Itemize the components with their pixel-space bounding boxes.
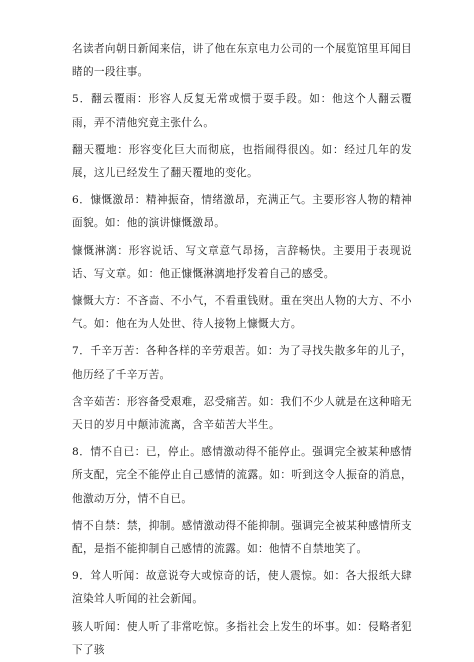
paragraph-intro-continuation: 名读者向朝日新闻来信，讲了他在东京电力公司的一个展览馆里耳闻目睹的一段往事。 — [72, 43, 412, 79]
paragraph-kangkaidafang: 慷慨大方：不吝啬、不小气，不看重钱财。重在突出人物的大方、不小气。如：他在为人处世、待人接物上慷慨大方。 — [72, 295, 412, 331]
paragraph-fantianfudi: 翻天覆地：形容变化巨大而彻底，也指闹得很凶。如：经过几年的发展，这儿已经发生了翻天覆地的变化。 — [72, 143, 412, 180]
paragraph-item-5-fanyunfuyu: 5．翻云覆雨：形容人反复无常或惯于耍手段。如：他这个人翻云覆雨，弄不清他究竟主张什么。 — [72, 93, 412, 129]
paragraph-item-6-kangkaijiang: 6．慷慨激昂：精神振奋，情绪激昂，充满正气。主要形容人物的精神面貌。如：他的演讲慷慨激昂。 — [72, 194, 412, 230]
paragraph-item-8-qingbuziyi: 8．情不自已：已，停止。感情激动得不能停止。强调完全被某种感情所支配，完全不能停止自己感情的流露。如：听到这令人振奋的消息，他激动万分，情不自已。 — [72, 446, 412, 505]
paragraph-item-7-qianxinwanku: 7．千辛万苦：各种各样的辛劳艰苦。如：为了寻找失散多年的儿子，他历经了千辛万苦。 — [72, 345, 412, 381]
paragraph-hairentingwen: 骇人听闻：使人听了非常吃惊。多指社会上发生的坏事。如：侵略者犯下了骇 — [72, 620, 412, 656]
paragraph-hanxinruku: 含辛茹苦：形容备受艰难，忍受痛苦。如：我们不少人就是在这种暗无天日的岁月中颠沛流离，含辛茹苦大半生。 — [72, 395, 412, 432]
paragraph-qingbuzijin: 情不自禁：禁，抑制。感情激动得不能抑制。强调完全被某种感情所支配，是指不能抑制自己感情的流露。如：他情不自禁地笑了。 — [72, 519, 412, 556]
paragraph-kangkailinli: 慷慨淋漓：形容说话、写文章意气昂扬，言辞畅快。主要用于表现说话、写文章。如：他正慷慨淋漓地抒发着自己的感受。 — [72, 244, 412, 280]
paragraph-item-9-songrentingwen: 9．耸人听闻：故意说夸大或惊奇的话，使人震惊。如：各大报纸大肆渲染耸人听闻的社会新闻。 — [72, 570, 412, 606]
